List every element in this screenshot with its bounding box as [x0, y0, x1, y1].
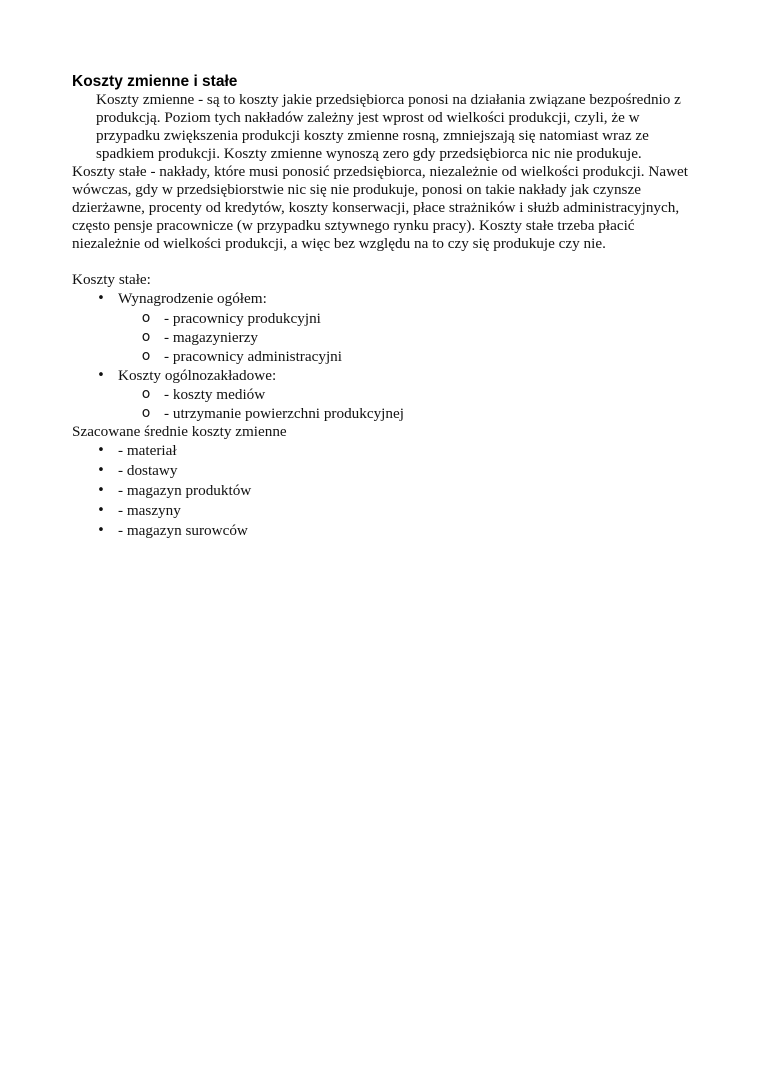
sub-bullet-icon: o	[141, 405, 151, 421]
list-item	[72, 501, 692, 521]
list-item-label: Wynagrodzenie ogółem:	[118, 290, 267, 307]
fixed-costs-list-heading: Koszty stałe:	[72, 271, 151, 288]
bullet-icon: •	[97, 463, 105, 478]
variable-costs-paragraph: Koszty zmienne - są to koszty jakie przedsiębiorca ponosi na działania związane bezpośrednio z produkcją. Poziom tych nakładów zależny jest wprost od wielkości produkcji, czyli, że w przypadku zwiększenia produkcji koszty zmienne rosną, zmniejszają się natomiast wraz ze spadkiem produkcji. Koszty zmienne wynoszą zero gdy przedsiębiorca nic nie produkuje.	[96, 91, 681, 162]
document-page	[72, 72, 692, 541]
list-item-label: - magazyn produktów	[118, 482, 252, 499]
list-item	[72, 461, 692, 481]
list-item	[72, 289, 692, 309]
sublist-item-label: - pracownicy produkcyjni	[164, 309, 321, 327]
list-item	[72, 441, 692, 461]
paragraph-spacer	[72, 253, 692, 271]
sublist-item-label: - koszty mediów	[164, 386, 266, 403]
list-item-label: - materiał	[118, 442, 177, 459]
sublist-container	[72, 309, 692, 366]
list-item-label: - magazyn surowców	[118, 522, 248, 539]
bullet-icon: •	[97, 523, 105, 538]
fixed-costs-list	[72, 289, 692, 423]
fixed-costs-paragraph: Koszty stałe - nakłady, które musi ponosić przedsiębiorca, niezależnie od wielkości produkcji. Nawet wówczas, gdy w przedsiębiorstwie nic się nie produkuje, ponosi on takie nakłady jak czynsze dzierżawne, procenty od kredytów, koszty konserwacji, płace strażników i służb administracyjnych, często pensje pracownicze (w przypadku sztywnego rynku pracy). Koszty stałe trzeba płacić niezależnie od wielkości produkcji, a więc bez względu na to czy się produkuje czy nie.	[72, 163, 689, 252]
sublist-item	[72, 309, 692, 328]
sublist-item-label: - pracownicy administracyjni	[164, 347, 342, 365]
bullet-icon: •	[97, 367, 105, 383]
list-item	[72, 366, 692, 386]
sublist-item	[72, 347, 692, 366]
list-item-label: Koszty ogólnozakładowe:	[118, 366, 277, 384]
list-item-label: - dostawy	[118, 462, 178, 479]
bullet-icon: •	[97, 483, 105, 498]
list-item-label: - maszyny	[118, 502, 181, 519]
sublist-item-label: - magazynierzy	[164, 328, 259, 346]
sub-bullet-icon: o	[141, 328, 151, 345]
bullet-icon: •	[97, 443, 105, 458]
sublist-container	[72, 385, 692, 423]
sublist-item	[72, 404, 692, 423]
list-item	[72, 521, 692, 541]
variable-costs-list	[72, 441, 692, 541]
sublist-item-label: - utrzymanie powierzchni produkcyjnej	[164, 405, 404, 422]
sublist-item	[72, 385, 692, 404]
list-item	[72, 481, 692, 501]
sublist	[72, 309, 692, 366]
sub-bullet-icon: o	[141, 347, 151, 364]
bullet-icon: •	[97, 291, 105, 306]
sub-bullet-icon: o	[141, 309, 151, 326]
sub-bullet-icon: o	[141, 386, 151, 402]
variable-costs-list-heading: Szacowane średnie koszty zmienne	[72, 423, 287, 440]
bullet-icon: •	[97, 503, 105, 518]
sublist	[72, 385, 692, 423]
document-title: Koszty zmienne i stałe	[72, 73, 238, 90]
sublist-item	[72, 328, 692, 347]
